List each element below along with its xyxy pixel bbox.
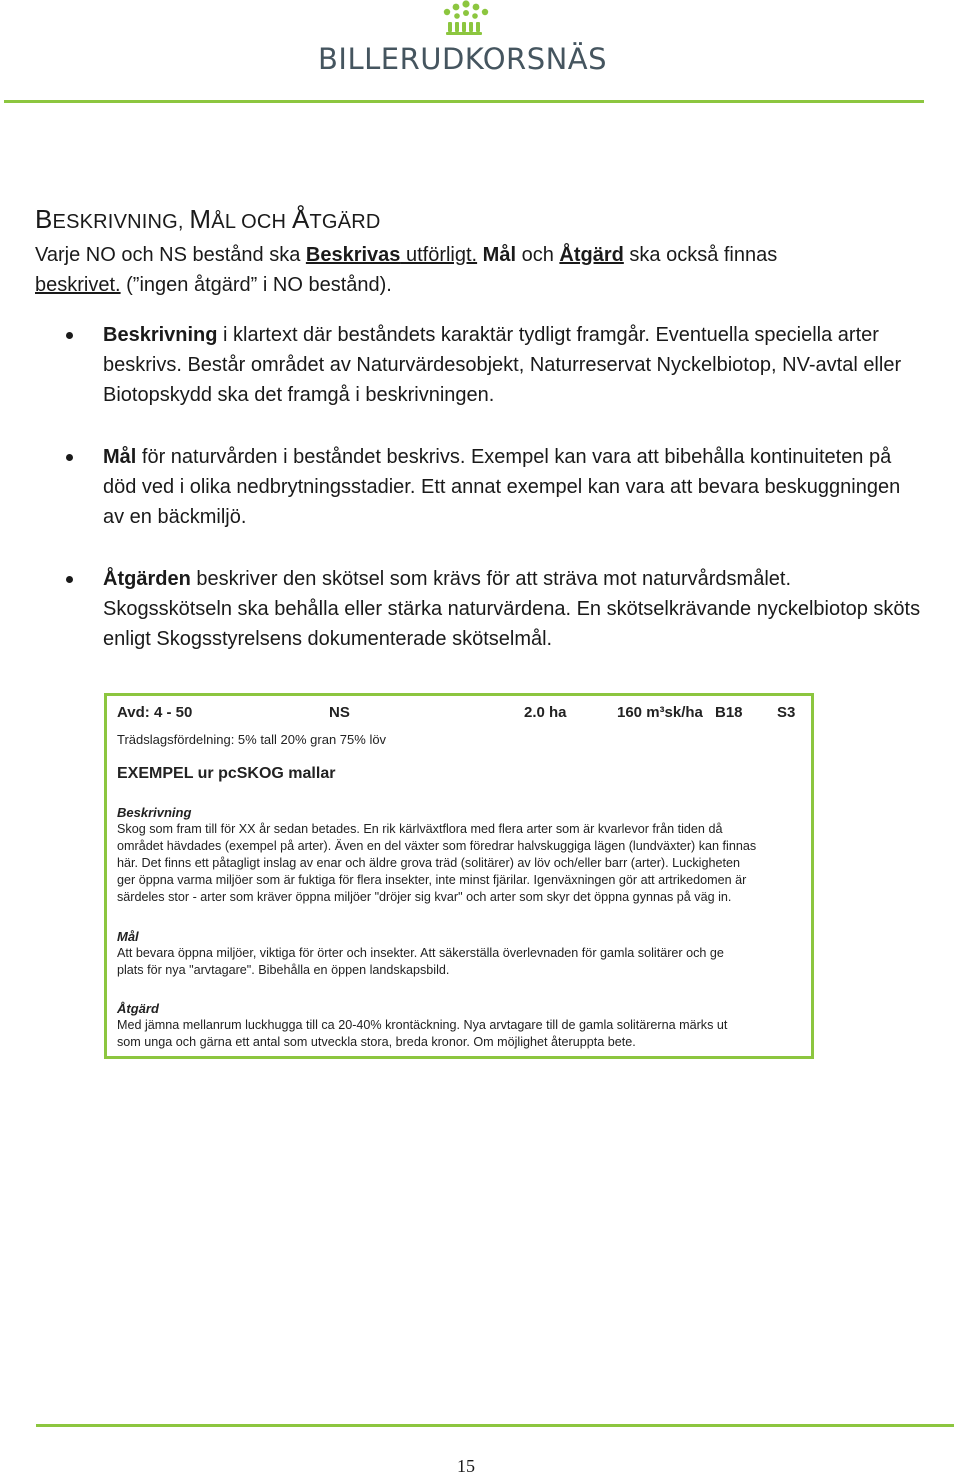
tree-species-distribution: Trädslagsfördelning: 5% tall 20% gran 75% löv	[117, 732, 387, 747]
bullet-list	[35, 320, 925, 686]
bullet-dot	[66, 454, 73, 461]
section-heading: BESKRIVNING, MÅL OCH ÅTGÄRD	[35, 204, 381, 234]
stand-area: 2.0 ha	[524, 704, 567, 721]
stand-id: Avd: 4 - 50	[117, 704, 193, 721]
footer-divider	[36, 1424, 954, 1427]
action-section: Åtgärd Med jämna mellanrum luckhugga till ca 20-40% krontäckning. Nya arvtagare till de gamla solitärerna märks ut som unga och gärna ett antal som utveckla stora, breda kronor. Om möjlighet återuppta bete.	[117, 1000, 807, 1051]
list-item: Beskrivning i klartext där beståndets karaktär tydligt framgår. Eventuella speciella arter beskrivs. Består området av Naturvärdesobjekt, Naturreservat Nyckelbiotop, NV-avtal eller Biotopskydd ska det framgå i beskrivningen.	[35, 320, 925, 410]
action-label: Åtgärd	[117, 1001, 159, 1016]
goal-label: Mål	[117, 929, 139, 944]
description-section: Beskrivning Skog som fram till för XX år sedan betades. En rik kärlväxtflora med flera arter som är kvarlevor från tiden då området hävdades (exempel på arter). Även en del växter som föredrar halvskuggiga lägen (lundväxter) kan finnas här. Det finns ett påtagligt inslag av enar och äldre grova träd (solitärer) av löv och/eller barr (arter). Luckigheten ger öppna varma miljöer som är fuktiga för flera insekter, inte minst fjärilar. Igenväxningen gör att artrikedomen är särdeles stor - arter som kräver öppna miljöer "dröjer sig kvar" och arter som skyr det öppna gynnas på väg in.	[117, 804, 807, 906]
stand-s-value: S3	[777, 704, 796, 721]
stand-site-index: B18	[715, 704, 743, 721]
page-number: 15	[457, 1456, 475, 1476]
stand-volume: 160 m³sk/ha	[617, 704, 703, 721]
header-divider	[4, 100, 924, 103]
description-label: Beskrivning	[117, 805, 192, 820]
bullet-dot	[66, 332, 73, 339]
list-item: Åtgärden beskriver den skötsel som krävs för att sträva mot naturvårdsmålet. Skogsskötseln ska behålla eller stärka naturvärdena. En skötselkrävande nyckelbiotop sköts enligt Skogsstyrelsens dokumenterade skötselmål.	[35, 564, 925, 654]
intro-paragraph: Varje NO och NS bestånd ska Beskrivas utförligt. Mål och Åtgärd ska också finnas beskrivet. (”ingen åtgärd” i NO bestånd).	[35, 244, 778, 296]
bullet-dot	[66, 576, 73, 583]
stand-class: NS	[329, 704, 350, 721]
company-logo	[318, 0, 618, 80]
logo-wordmark: BILLERUDKORSNÄS	[318, 42, 608, 76]
goal-section: Mål Att bevara öppna miljöer, viktiga för örter och insekter. Att säkerställa överlevnaden för gamla solitärer och ge plats för nya "arvtagare". Bibehålla en öppen landskapsbild.	[117, 928, 807, 979]
example-form-image	[104, 693, 814, 1059]
crown-icon	[436, 0, 496, 38]
example-title: EXEMPEL ur pcSKOG mallar	[117, 765, 336, 782]
stand-header	[117, 704, 801, 726]
list-item: Mål för naturvården i beståndet beskrivs. Exempel kan vara att bibehålla kontinuiteten på död ved i olika nedbrytningsstadier. Ett annat exempel kan vara att bevara beskuggningen av en bäckmiljö.	[35, 442, 925, 532]
